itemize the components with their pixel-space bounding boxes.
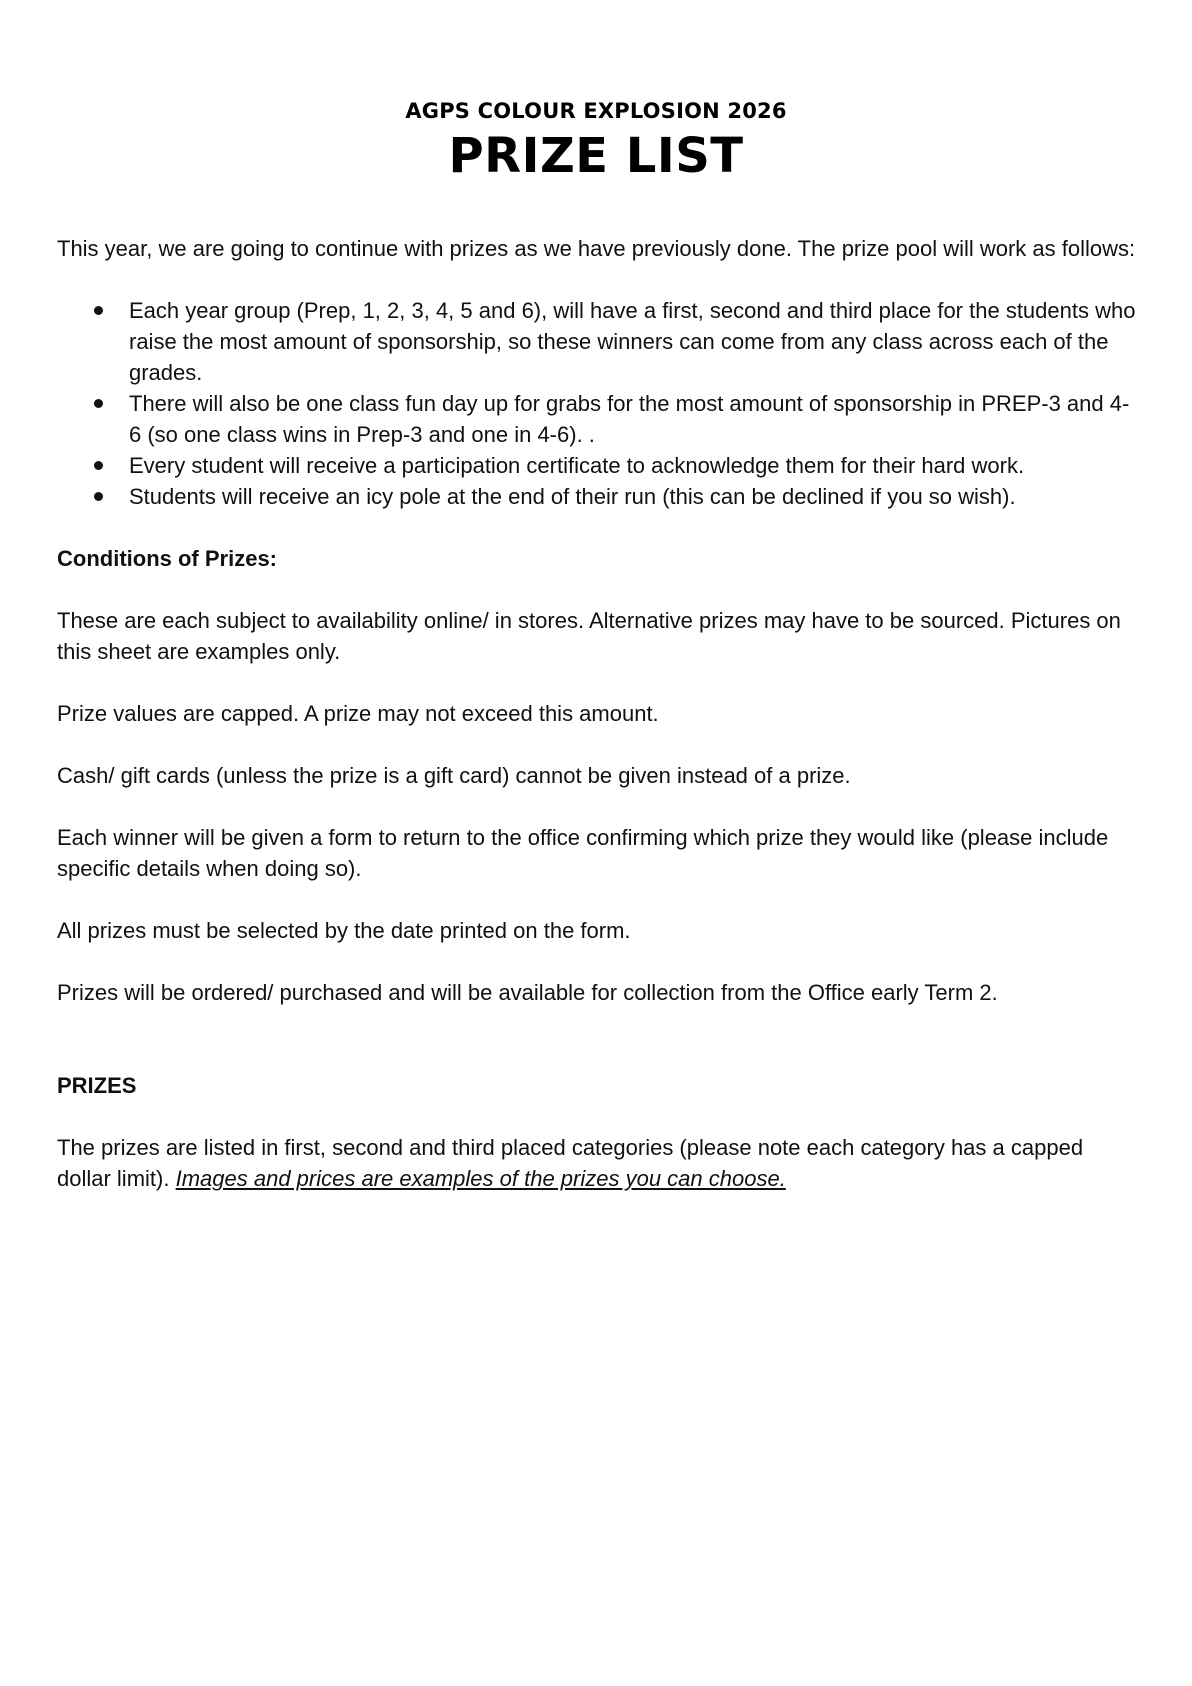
prizes-emphasis: Images and prices are examples of the prizes you can choose. <box>175 1166 786 1191</box>
list-item: Every student will receive a participation certificate to acknowledge them for their hard work. <box>129 450 1137 481</box>
event-subtitle: AGPS COLOUR EXPLOSION 2026 <box>405 99 787 123</box>
document-body <box>57 233 1137 1194</box>
conditions-paragraph: These are each subject to availability online/ in stores. Alternative prizes may have to be sourced. Pictures on this sheet are examples only. <box>57 608 1121 664</box>
list-item: There will also be one class fun day up for grabs for the most amount of sponsorship in PREP-3 and 4-6 (so one class wins in Prep-3 and one in 4-6). . <box>129 388 1137 450</box>
list-item: Each year group (Prep, 1, 2, 3, 4, 5 and 6), will have a first, second and third place for the students who raise the most amount of sponsorship, so these winners can come from any class across each of the grades. <box>129 295 1137 388</box>
intro-paragraph: This year, we are going to continue with prizes as we have previously done. The prize pool will work as follows: <box>57 236 1136 261</box>
prizes-paragraph <box>57 1132 1137 1194</box>
prize-pool-list <box>57 295 1137 512</box>
page-title: PRIZE LIST <box>448 128 744 184</box>
conditions-paragraph: Prizes will be ordered/ purchased and will be available for collection from the Office early Term 2. <box>57 980 998 1005</box>
list-item: Students will receive an icy pole at the end of their run (this can be declined if you so wish). <box>129 481 1137 512</box>
conditions-paragraph: All prizes must be selected by the date printed on the form. <box>57 918 631 943</box>
document-header <box>0 98 1192 184</box>
conditions-paragraph: Each winner will be given a form to return to the office confirming which prize they would like (please include specific details when doing so). <box>57 825 1109 881</box>
conditions-heading: Conditions of Prizes: <box>57 546 277 571</box>
prizes-text: The prizes are listed in first, second and third placed categories (please note each category has a capped dollar limit). <box>57 1135 1084 1191</box>
conditions-paragraph: Cash/ gift cards (unless the prize is a gift card) cannot be given instead of a prize. <box>57 763 851 788</box>
conditions-paragraph: Prize values are capped. A prize may not exceed this amount. <box>57 701 659 726</box>
prizes-heading: PRIZES <box>57 1073 137 1098</box>
